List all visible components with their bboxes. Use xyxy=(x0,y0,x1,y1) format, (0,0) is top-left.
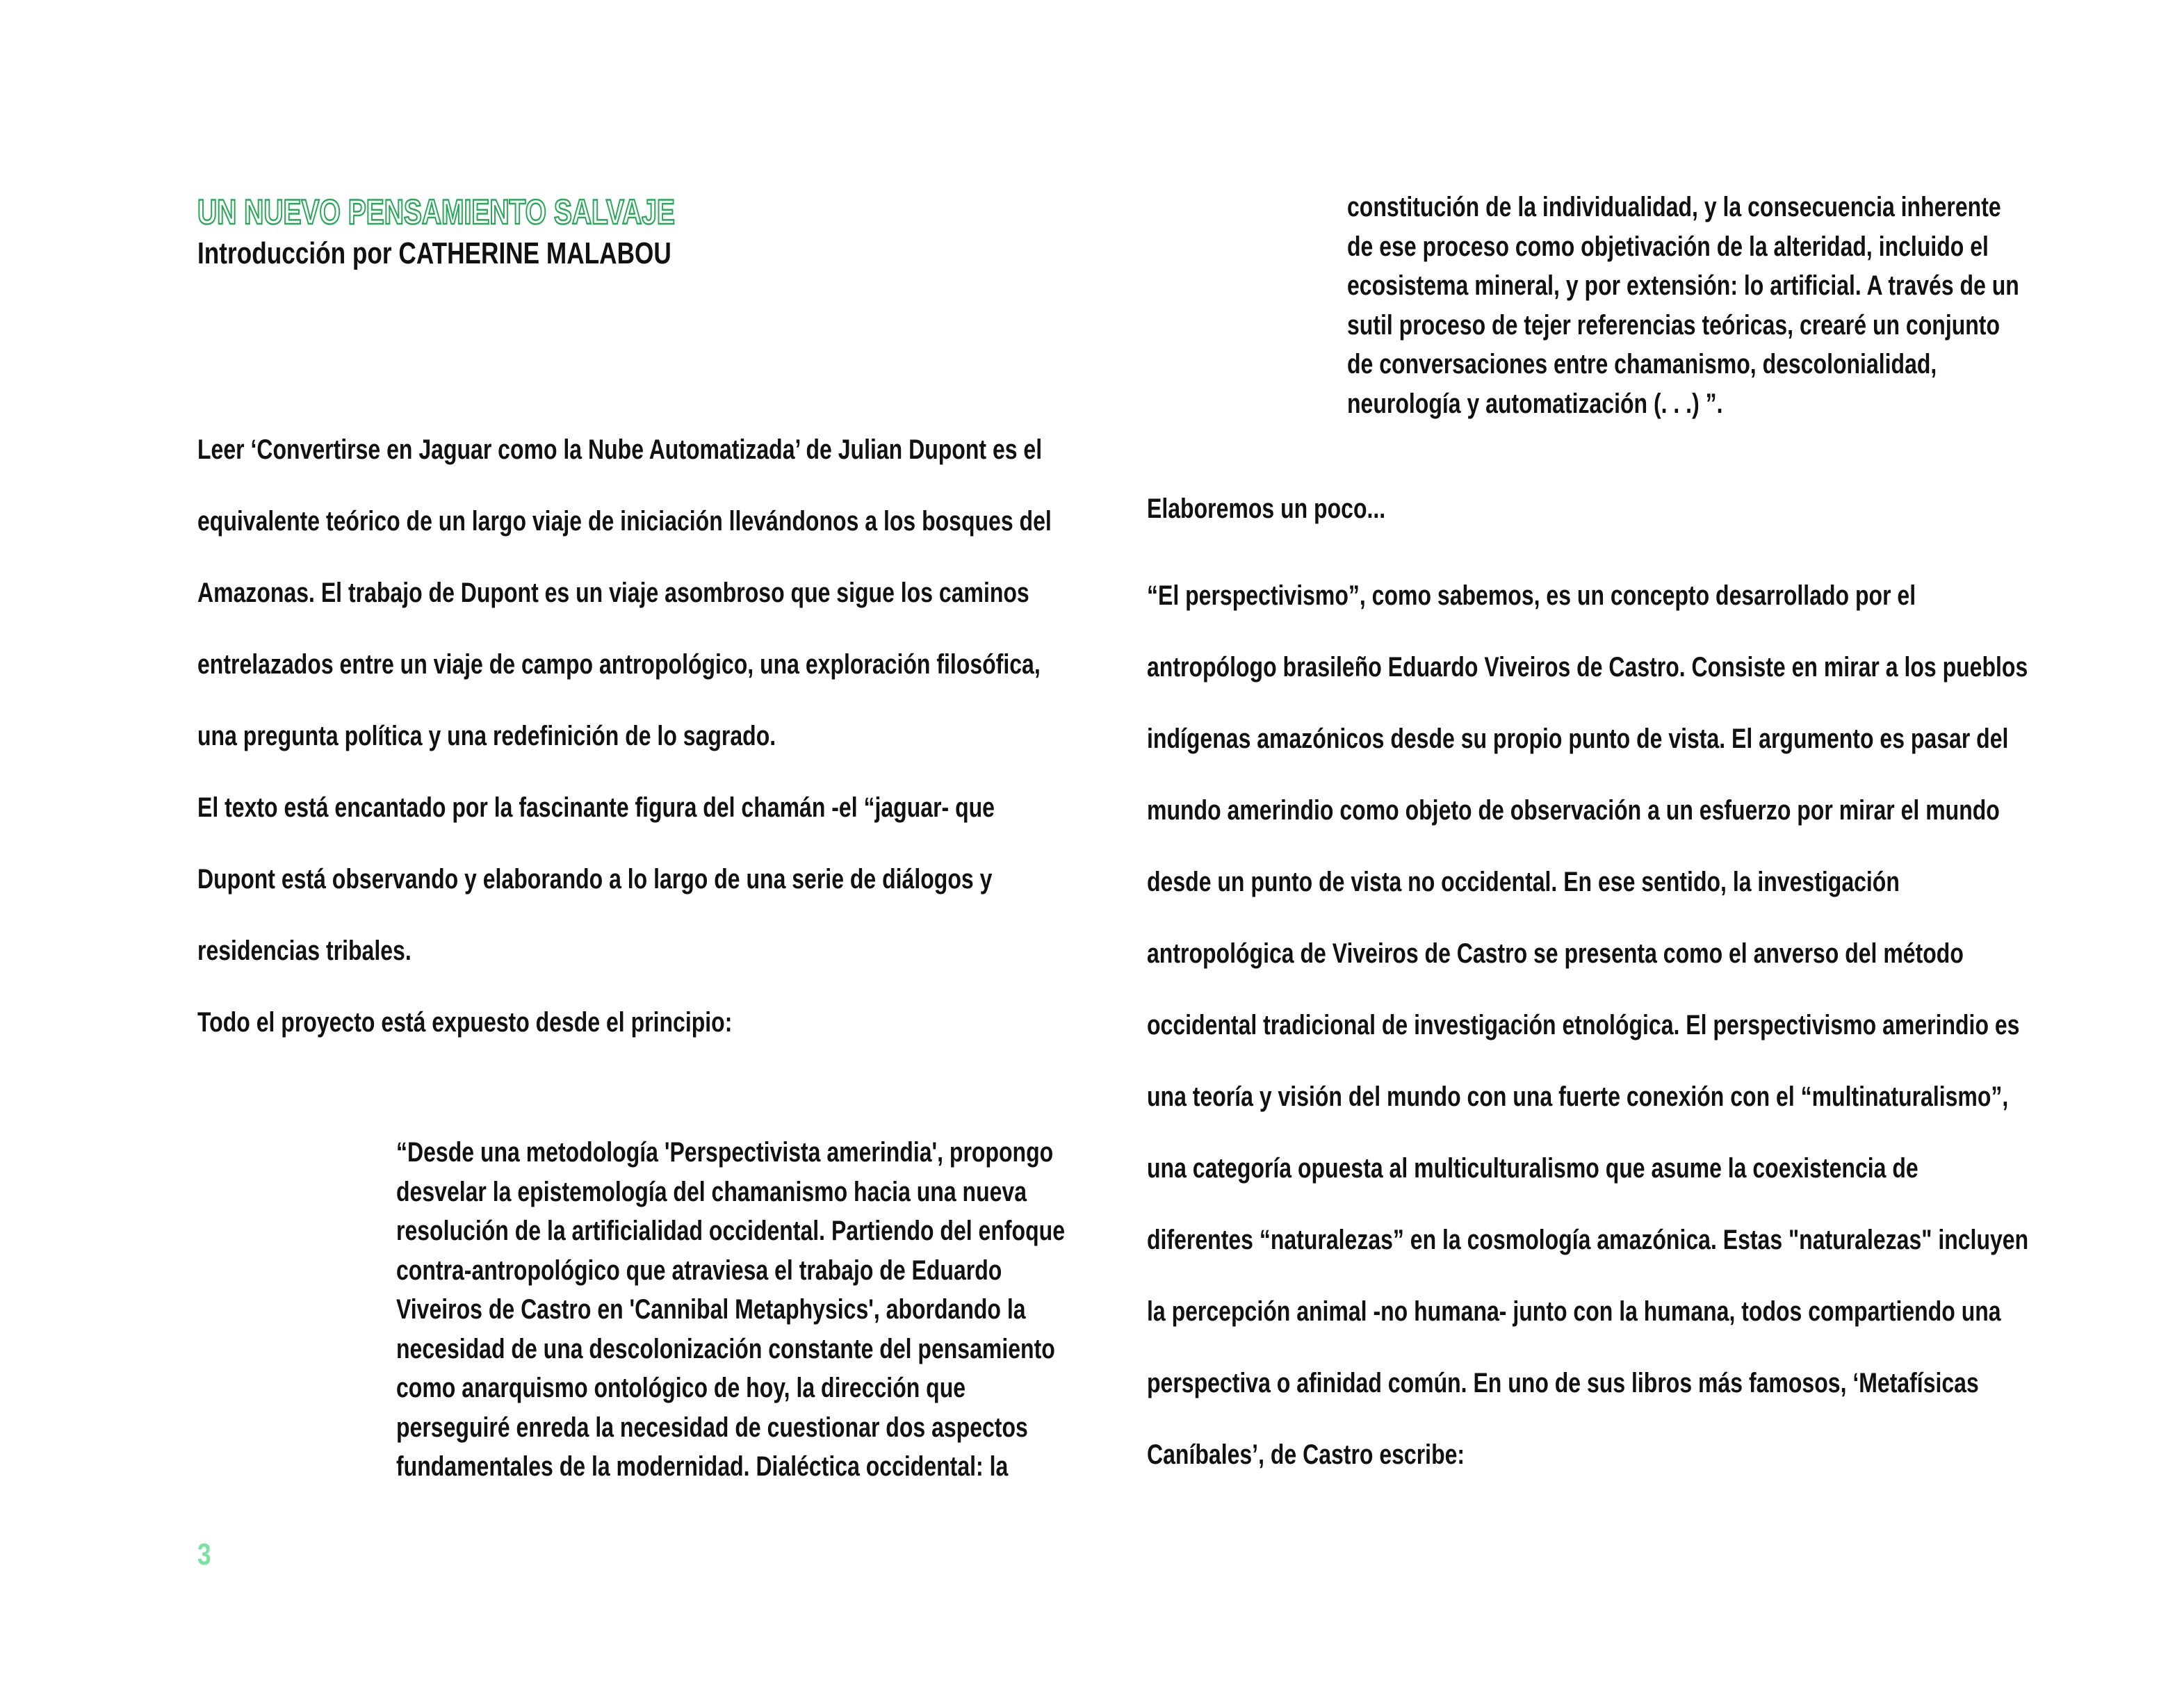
text-line: residencias tribales. xyxy=(197,936,411,966)
page-subtitle: Introducción por CATHERINE MALABOU xyxy=(197,236,671,270)
quote-line: de ese proceso como objetivación de la alteridad, incluido el xyxy=(1347,231,1989,262)
text-line: Caníbales’, de Castro escribe: xyxy=(1147,1439,1465,1470)
text-line: Leer ‘Convertirse en Jaguar como la Nube Automatizada’ de Julian Dupont es el xyxy=(197,434,1043,465)
text-line: una categoría opuesta al multiculturalismo que asume la coexistencia de xyxy=(1147,1153,1918,1184)
block-quote-left xyxy=(396,1133,1080,1487)
text-line: El texto está encantado por la fascinante figura del chamán -el “jaguar- que xyxy=(197,792,995,823)
text-line: Todo el proyecto está expuesto desde el principio: xyxy=(197,1007,733,1038)
text-line: una pregunta política y una redefinición de lo sagrado. xyxy=(197,721,776,751)
left-column-body xyxy=(197,414,1076,1059)
quote-line: sutil proceso de tejer referencias teóricas, crearé un conjunto xyxy=(1347,309,2000,341)
quote-line: constitución de la individualidad, y la consecuencia inherente xyxy=(1347,192,2001,222)
quote-line: “Desde una metodología 'Perspectivista amerindia', propongo xyxy=(396,1137,1054,1168)
text-line: occidental tradicional de investigación etnológica. El perspectivismo amerindio es xyxy=(1147,1010,2020,1040)
text-line: equivalente teórico de un largo viaje de iniciación llevándonos a los bosques del xyxy=(197,506,1052,537)
quote-line: resolución de la artificialidad occidental. Partiendo del enfoque xyxy=(396,1216,1065,1246)
text-line: desde un punto de vista no occidental. En ese sentido, la investigación xyxy=(1147,867,1900,897)
quote-line: desvelar la epistemología del chamanismo hacia una nueva xyxy=(396,1176,1027,1207)
text-line: perspectiva o afinidad común. En uno de sus libros más famosos, ‘Metafísicas xyxy=(1147,1368,1979,1398)
quote-line: como anarquismo ontológico de hoy, la dirección que xyxy=(396,1373,966,1403)
lead-line: Elaboremos un poco... xyxy=(1147,493,1386,524)
quote-line: Viveiros de Castro en 'Cannibal Metaphysics', abordando la xyxy=(396,1294,1026,1325)
quote-line: fundamentales de la modernidad. Dialéctica occidental: la xyxy=(396,1451,1009,1482)
text-line: antropólogo brasileño Eduardo Viveiros de Castro. Consiste en mirar a los pueblos xyxy=(1147,652,2028,683)
text-line: entrelazados entre un viaje de campo antropológico, una exploración filosófica, xyxy=(197,649,1041,680)
text-line: diferentes “naturalezas” en la cosmología amazónica. Estas "naturalezas" incluyen xyxy=(1147,1225,2029,1255)
text-line: Amazonas. El trabajo de Dupont es un viaje asombroso que sigue los caminos xyxy=(197,578,1029,608)
quote-line: neurología y automatización (. . .) ”. xyxy=(1347,388,1723,419)
text-line: mundo amerindio como objeto de observación a un esfuerzo por mirar el mundo xyxy=(1147,795,2000,826)
quote-line: contra-antropológico que atraviesa el trabajo de Eduardo xyxy=(396,1255,1002,1286)
page-number: 3 xyxy=(197,1537,211,1571)
right-column-body xyxy=(1147,560,2028,1491)
text-line: una teoría y visión del mundo con una fuerte conexión con el “multinaturalismo”, xyxy=(1147,1081,2009,1112)
quote-line: perseguiré enreda la necesidad de cuestionar dos aspectos xyxy=(396,1412,1028,1443)
text-line: antropológica de Viveiros de Castro se presenta como el anverso del método xyxy=(1147,938,1964,969)
text-line: “El perspectivismo”, como sabemos, es un concepto desarrollado por el xyxy=(1147,580,1916,611)
block-quote-right xyxy=(1347,188,2031,423)
quote-line: de conversaciones entre chamanismo, descolonialidad, xyxy=(1347,349,1937,379)
quote-line: necesidad de una descolonización constante del pensamiento xyxy=(396,1333,1055,1364)
quote-line: ecosistema mineral, y por extensión: lo artificial. A través de un xyxy=(1347,270,2019,301)
text-line: Dupont está observando y elaborando a lo largo de una serie de diálogos y xyxy=(197,864,993,895)
text-line: indígenas amazónicos desde su propio punto de vista. El argumento es pasar del xyxy=(1147,724,2009,754)
right-column-lead xyxy=(1147,493,1385,525)
text-line: la percepción animal -no humana- junto con la humana, todos compartiendo una xyxy=(1147,1296,2001,1327)
page-title: UN NUEVO PENSAMIENTO SALVAJE xyxy=(197,193,675,231)
